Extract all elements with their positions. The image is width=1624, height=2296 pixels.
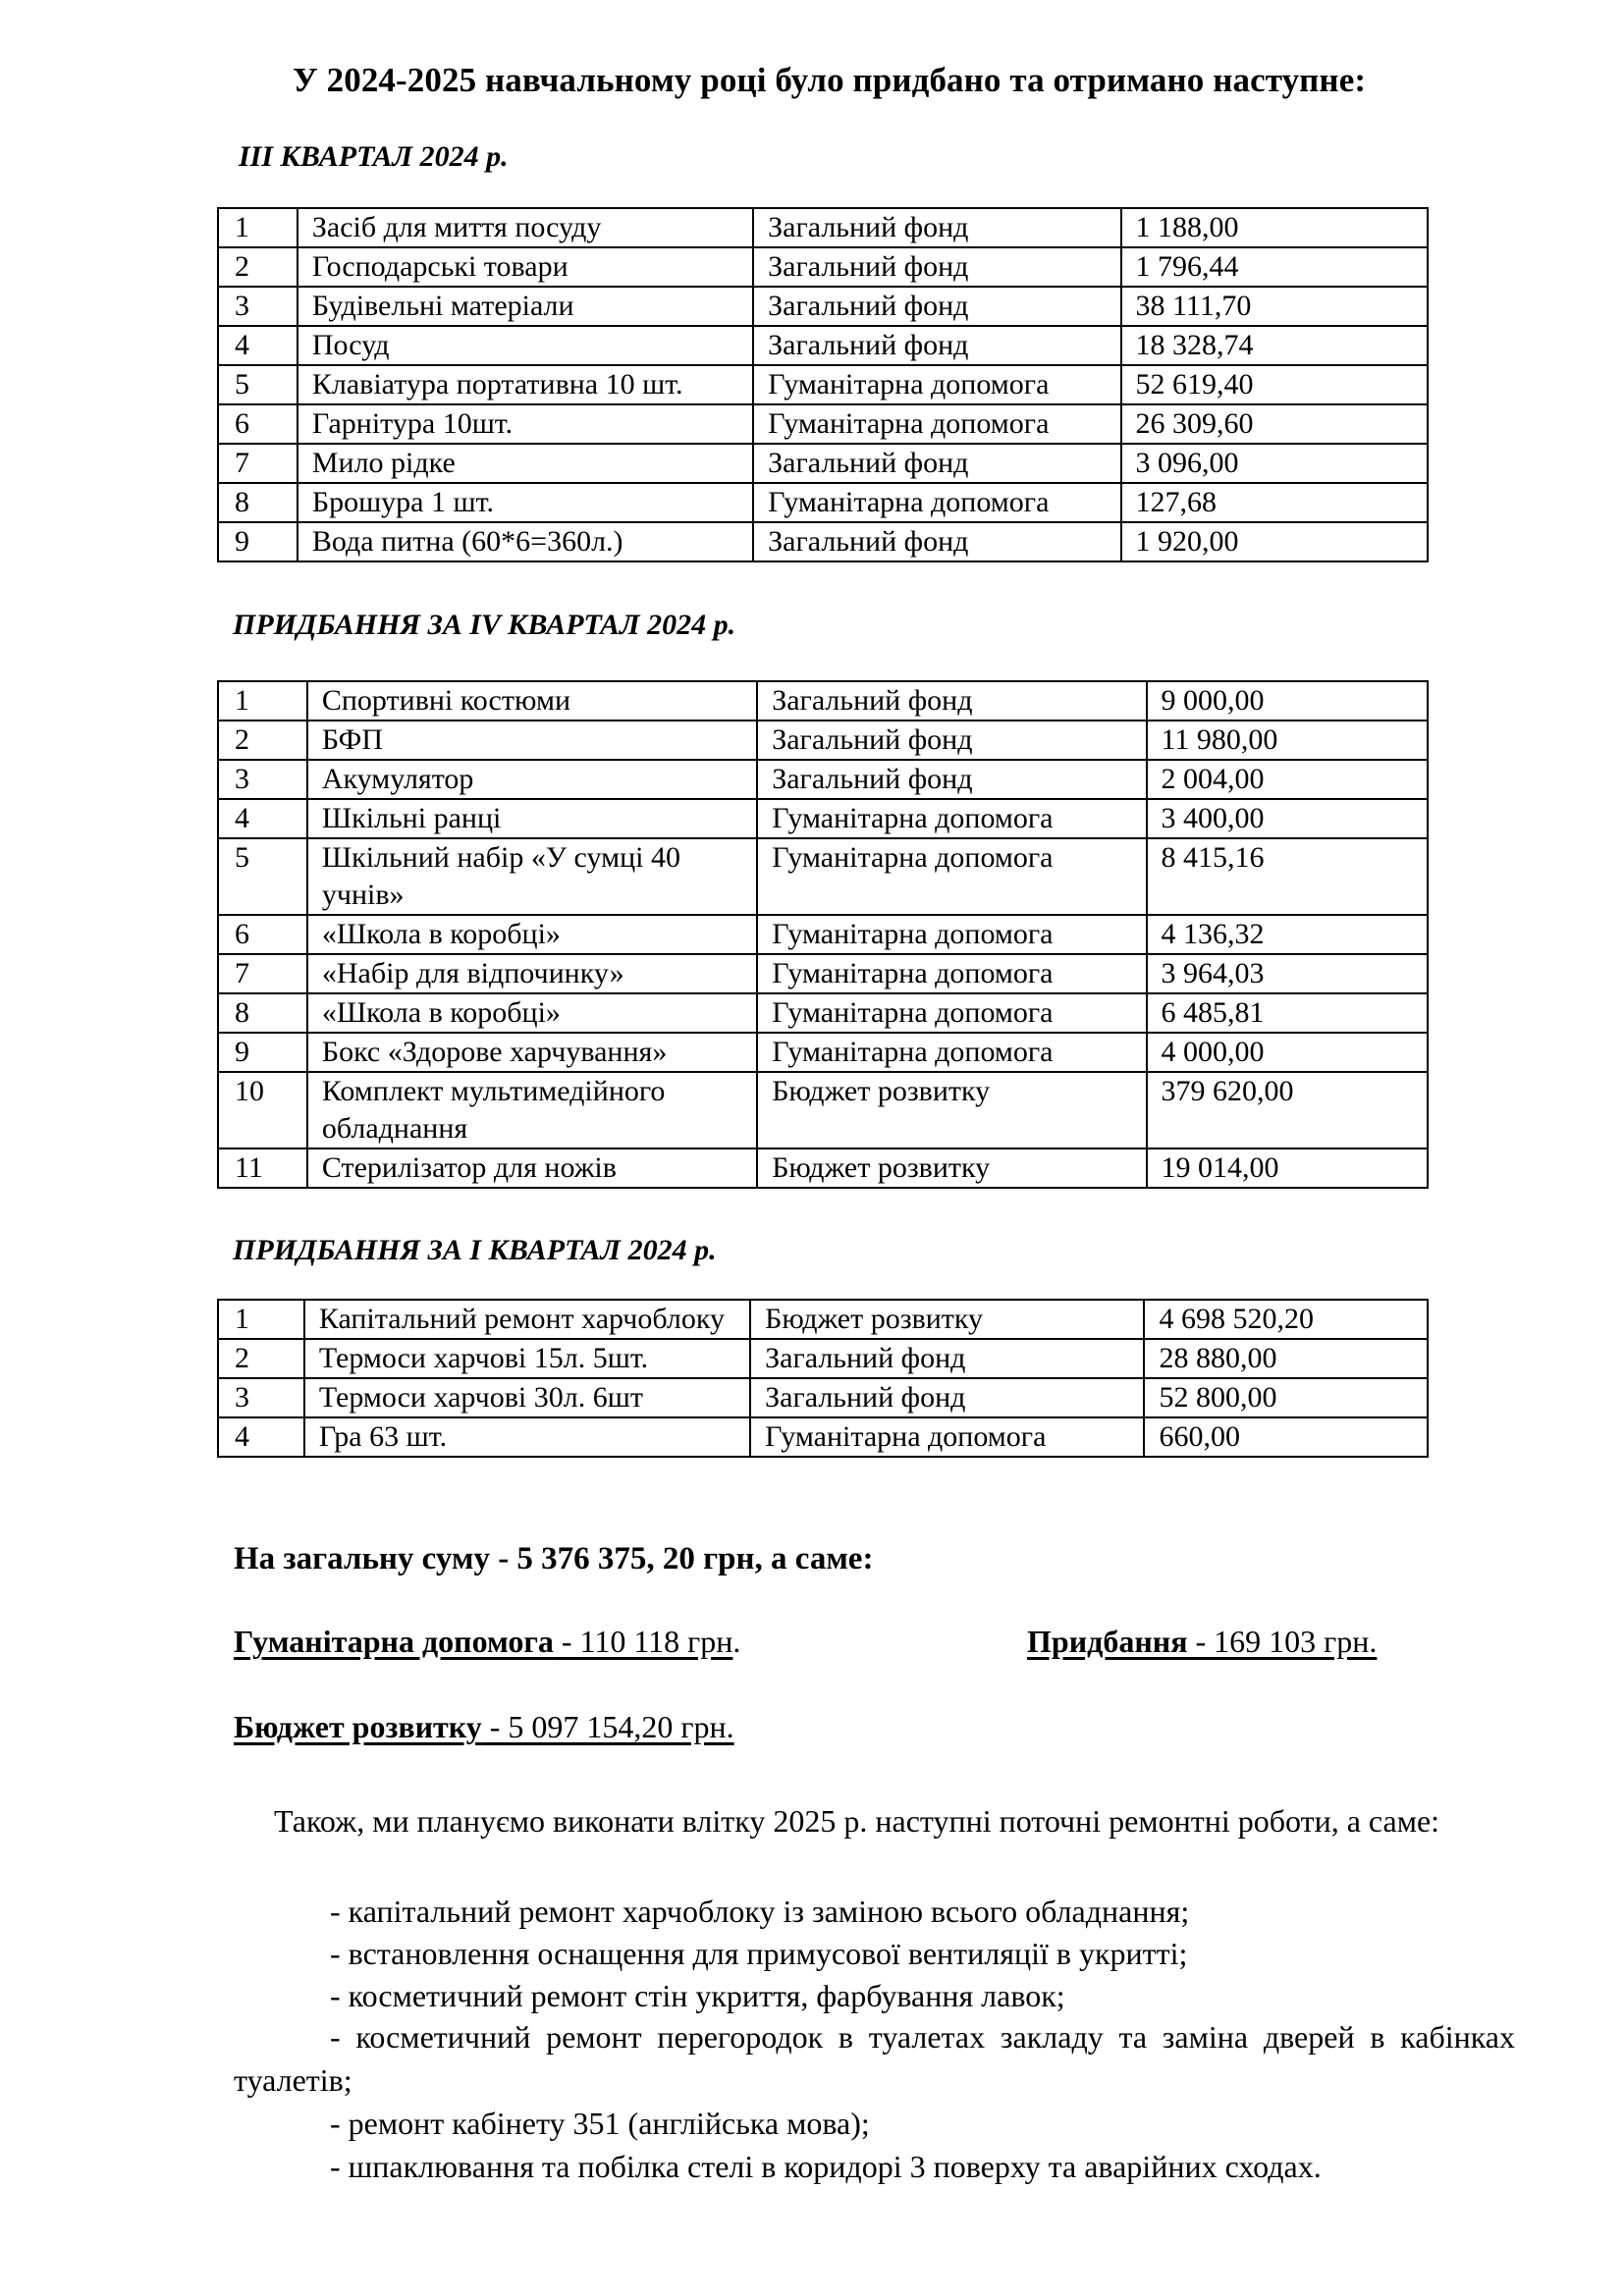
development-label: Бюджет розвитку <box>234 1709 482 1744</box>
amount: 9 000,00 <box>1147 681 1428 721</box>
purchases-value: - 169 103 грн. <box>1187 1624 1378 1659</box>
funding-source: Гуманітарна допомога <box>757 838 1146 915</box>
row-number: 1 <box>218 1300 304 1339</box>
amount: 38 111,70 <box>1121 287 1428 326</box>
purchases-summary <box>1027 1624 1377 1660</box>
amount: 18 328,74 <box>1121 326 1428 365</box>
purchases-label: Придбання <box>1027 1624 1188 1659</box>
funding-source: Гуманітарна допомога <box>753 404 1120 444</box>
table-row <box>218 247 1428 287</box>
table-row <box>218 1300 1428 1339</box>
row-number: 4 <box>218 799 307 838</box>
row-number: 5 <box>218 365 298 404</box>
plan-item: - шпаклювання та побілка стелі в коридорі 3 поверху та аварійних сходах. <box>330 2149 1322 2184</box>
row-number: 2 <box>218 721 307 760</box>
item-name: Брошура 1 шт. <box>298 483 753 522</box>
table-q1 <box>217 1299 1429 1458</box>
plan-item: - косметичний ремонт стін укриття, фарбування лавок; <box>330 1978 1065 2013</box>
amount: 52 800,00 <box>1144 1378 1428 1417</box>
table-row <box>218 287 1428 326</box>
item-name: Комплект мультимедійного обладнання <box>307 1072 757 1148</box>
development-summary <box>234 1709 734 1745</box>
funding-source: Загальний фонд <box>753 522 1120 561</box>
amount: 127,68 <box>1121 483 1428 522</box>
item-name: Стерилізатор для ножів <box>307 1148 757 1188</box>
funding-source: Бюджет розвитку <box>757 1148 1146 1188</box>
item-name: Термоси харчові 15л. 5шт. <box>304 1339 750 1378</box>
amount: 1 920,00 <box>1121 522 1428 561</box>
row-number: 9 <box>218 1033 307 1072</box>
funding-source: Гуманітарна допомога <box>757 799 1146 838</box>
item-name: Засіб для миття посуду <box>298 208 753 247</box>
funding-source: Гуманітарна допомога <box>753 483 1120 522</box>
row-number: 7 <box>218 954 307 993</box>
funding-source: Гуманітарна допомога <box>753 365 1120 404</box>
table-row <box>218 838 1428 915</box>
table-row <box>218 404 1428 444</box>
item-name: Бокс «Здорове харчування» <box>307 1033 757 1072</box>
amount: 8 415,16 <box>1147 838 1428 915</box>
funding-source: Загальний фонд <box>753 287 1120 326</box>
humanitarian-tail: . <box>732 1624 741 1659</box>
table-row <box>218 208 1428 247</box>
row-number: 9 <box>218 522 298 561</box>
table-row <box>218 681 1428 721</box>
item-name: Шкільний набір «У сумці 40 учнів» <box>307 838 757 915</box>
table-row <box>218 365 1428 404</box>
amount: 1 188,00 <box>1121 208 1428 247</box>
funding-source: Загальний фонд <box>757 681 1146 721</box>
table-row <box>218 1417 1428 1457</box>
item-name: Термоси харчові 30л. 6шт <box>304 1378 750 1417</box>
funding-source: Загальний фонд <box>750 1339 1144 1378</box>
funding-source: Гуманітарна допомога <box>757 954 1146 993</box>
item-name: Мило рідке <box>298 444 753 483</box>
section-heading-q4: ПРИДБАННЯ ЗА IV КВАРТАЛ 2024 р. <box>233 609 736 641</box>
plans-intro: Також, ми плануємо виконати влітку 2025 р. наступні поточні ремонтні роботи, а саме: <box>274 1803 1440 1839</box>
row-number: 11 <box>218 1148 307 1188</box>
row-number: 4 <box>218 1417 304 1457</box>
funding-source: Гуманітарна допомога <box>757 1033 1146 1072</box>
table-row <box>218 1148 1428 1188</box>
item-name: Акумулятор <box>307 760 757 799</box>
row-number: 7 <box>218 444 298 483</box>
table-row <box>218 1378 1428 1417</box>
funding-source: Бюджет розвитку <box>750 1300 1144 1339</box>
section-heading-q1: ПРИДБАННЯ ЗА І КВАРТАЛ 2024 р. <box>233 1234 717 1266</box>
amount: 3 964,03 <box>1147 954 1428 993</box>
table-row <box>218 954 1428 993</box>
item-name: Спортивні костюми <box>307 681 757 721</box>
item-name: «Набір для відпочинку» <box>307 954 757 993</box>
amount: 3 400,00 <box>1147 799 1428 838</box>
table-row <box>218 993 1428 1033</box>
item-name: Гра 63 шт. <box>304 1417 750 1457</box>
row-number: 5 <box>218 838 307 915</box>
row-number: 8 <box>218 483 298 522</box>
amount: 2 004,00 <box>1147 760 1428 799</box>
item-name: Вода питна (60*6=360л.) <box>298 522 753 561</box>
table-row <box>218 444 1428 483</box>
table-row <box>218 799 1428 838</box>
amount: 52 619,40 <box>1121 365 1428 404</box>
table-row <box>218 1339 1428 1378</box>
row-number: 3 <box>218 287 298 326</box>
funding-source: Загальний фонд <box>750 1378 1144 1417</box>
item-name: «Школа в коробці» <box>307 915 757 954</box>
funding-source: Загальний фонд <box>753 247 1120 287</box>
item-name: Посуд <box>298 326 753 365</box>
table-row <box>218 721 1428 760</box>
table-q4 <box>217 680 1429 1189</box>
row-number: 6 <box>218 915 307 954</box>
plan-item: - косметичний ремонт перегородок в туалетах закладу та заміна дверей в кабінках туалетів; <box>234 2019 1515 2098</box>
amount: 11 980,00 <box>1147 721 1428 760</box>
row-number: 3 <box>218 1378 304 1417</box>
development-value: - 5 097 154,20 грн. <box>481 1709 734 1744</box>
funding-source: Бюджет розвитку <box>757 1072 1146 1148</box>
funding-source: Гуманітарна допомога <box>757 915 1146 954</box>
amount: 6 485,81 <box>1147 993 1428 1033</box>
row-number: 2 <box>218 247 298 287</box>
total-sum: На загальну суму - 5 376 375, 20 грн, а саме: <box>234 1541 874 1576</box>
funding-source: Загальний фонд <box>753 326 1120 365</box>
amount: 4 698 520,20 <box>1144 1300 1428 1339</box>
item-name: Будівельні матеріали <box>298 287 753 326</box>
funding-source: Загальний фонд <box>753 444 1120 483</box>
plan-item: - встановлення оснащення для примусової вентиляції в укритті; <box>330 1936 1188 1971</box>
row-number: 8 <box>218 993 307 1033</box>
funding-source: Загальний фонд <box>757 721 1146 760</box>
amount: 4 000,00 <box>1147 1033 1428 1072</box>
item-name: Господарські товари <box>298 247 753 287</box>
table-row <box>218 1033 1428 1072</box>
funding-source: Загальний фонд <box>757 760 1146 799</box>
amount: 660,00 <box>1144 1417 1428 1457</box>
item-name: Шкільні ранці <box>307 799 757 838</box>
row-number: 1 <box>218 681 307 721</box>
table-row <box>218 483 1428 522</box>
item-name: БФП <box>307 721 757 760</box>
amount: 3 096,00 <box>1121 444 1428 483</box>
table-row <box>218 1072 1428 1148</box>
item-name: Клавіатура портативна 10 шт. <box>298 365 753 404</box>
funding-source: Загальний фонд <box>753 208 1120 247</box>
row-number: 2 <box>218 1339 304 1378</box>
funding-source: Гуманітарна допомога <box>750 1417 1144 1457</box>
item-name: «Школа в коробці» <box>307 993 757 1033</box>
table-row <box>218 326 1428 365</box>
plan-item: - капітальний ремонт харчоблоку із заміною всього обладнання; <box>330 1894 1190 1929</box>
row-number: 6 <box>218 404 298 444</box>
amount: 4 136,32 <box>1147 915 1428 954</box>
item-name: Гарнітура 10шт. <box>298 404 753 444</box>
table-row <box>218 522 1428 561</box>
humanitarian-value: - 110 118 грн <box>553 1624 733 1659</box>
amount: 28 880,00 <box>1144 1339 1428 1378</box>
amount: 26 309,60 <box>1121 404 1428 444</box>
table-q3 <box>217 207 1429 562</box>
amount: 1 796,44 <box>1121 247 1428 287</box>
item-name: Капітальний ремонт харчоблоку <box>304 1300 750 1339</box>
row-number: 10 <box>218 1072 307 1148</box>
row-number: 3 <box>218 760 307 799</box>
row-number: 1 <box>218 208 298 247</box>
table-row <box>218 915 1428 954</box>
amount: 379 620,00 <box>1147 1072 1428 1148</box>
amount: 19 014,00 <box>1147 1148 1428 1188</box>
plan-item: - ремонт кабінету 351 (англійська мова); <box>330 2106 870 2141</box>
humanitarian-summary <box>234 1624 740 1660</box>
section-heading-q3: III КВАРТАЛ 2024 р. <box>239 140 509 173</box>
row-number: 4 <box>218 326 298 365</box>
funding-source: Гуманітарна допомога <box>757 993 1146 1033</box>
document-title: У 2024-2025 навчальному році було придбано та отримано наступне: <box>293 61 1367 99</box>
table-row <box>218 760 1428 799</box>
humanitarian-label: Гуманітарна допомога <box>234 1624 554 1659</box>
